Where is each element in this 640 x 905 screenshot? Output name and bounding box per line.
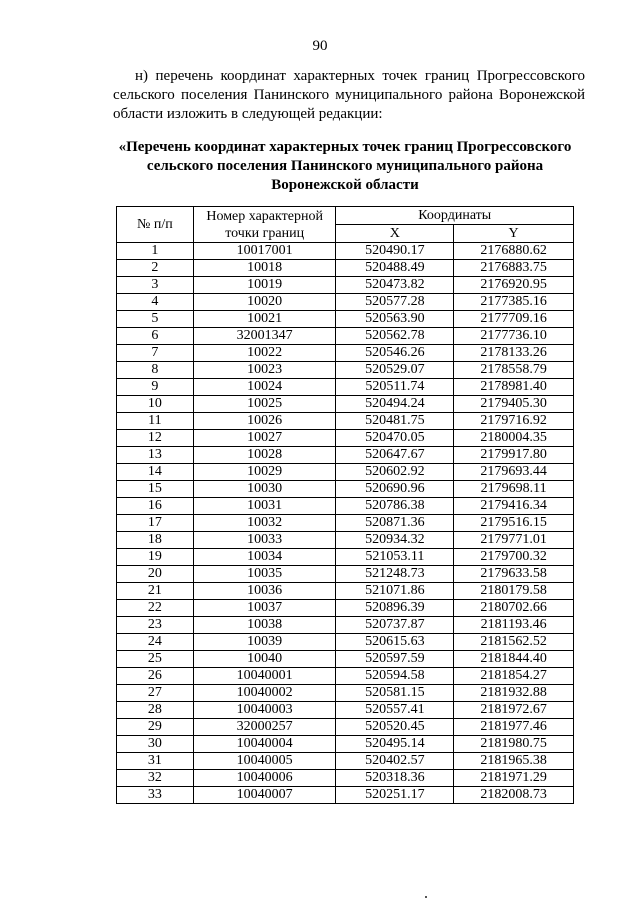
cell-number: 33 — [117, 787, 194, 804]
table-row — [117, 481, 574, 498]
cell-number: 23 — [117, 617, 194, 634]
cell-y: 2179416.34 — [454, 498, 574, 515]
cell-y: 2180004.35 — [454, 430, 574, 447]
cell-number: 16 — [117, 498, 194, 515]
cell-point-number: 10022 — [193, 345, 336, 362]
table-row — [117, 396, 574, 413]
cell-point-number: 10019 — [193, 277, 336, 294]
cell-y: 2181977.46 — [454, 719, 574, 736]
cell-number: 31 — [117, 753, 194, 770]
cell-number: 8 — [117, 362, 194, 379]
cell-point-number: 10017001 — [193, 243, 336, 260]
cell-point-number: 10040001 — [193, 668, 336, 685]
cell-x: 520737.87 — [336, 617, 454, 634]
scan-speck — [425, 896, 427, 898]
table-row — [117, 498, 574, 515]
header-coordinates: Координаты — [336, 207, 574, 225]
cell-number: 1 — [117, 243, 194, 260]
table-row — [117, 532, 574, 549]
cell-y: 2182008.73 — [454, 787, 574, 804]
cell-y: 2181980.75 — [454, 736, 574, 753]
cell-y: 2178133.26 — [454, 345, 574, 362]
cell-x: 520602.92 — [336, 464, 454, 481]
cell-number: 13 — [117, 447, 194, 464]
cell-y: 2181932.88 — [454, 685, 574, 702]
table-row — [117, 362, 574, 379]
cell-x: 520562.78 — [336, 328, 454, 345]
cell-point-number: 10040 — [193, 651, 336, 668]
table-row — [117, 600, 574, 617]
cell-point-number: 10040006 — [193, 770, 336, 787]
cell-x: 521053.11 — [336, 549, 454, 566]
cell-y: 2179405.30 — [454, 396, 574, 413]
table-row — [117, 277, 574, 294]
table-row — [117, 515, 574, 532]
cell-y: 2180179.58 — [454, 583, 574, 600]
cell-x: 520495.14 — [336, 736, 454, 753]
header-x: X — [336, 225, 454, 243]
cell-point-number: 10020 — [193, 294, 336, 311]
table-row — [117, 753, 574, 770]
cell-point-number: 10038 — [193, 617, 336, 634]
cell-number: 6 — [117, 328, 194, 345]
cell-x: 520481.75 — [336, 413, 454, 430]
cell-number: 25 — [117, 651, 194, 668]
cell-number: 5 — [117, 311, 194, 328]
cell-y: 2176920.95 — [454, 277, 574, 294]
cell-point-number: 10024 — [193, 379, 336, 396]
cell-y: 2181193.46 — [454, 617, 574, 634]
cell-point-number: 10032 — [193, 515, 336, 532]
cell-point-number: 10027 — [193, 430, 336, 447]
table-row — [117, 736, 574, 753]
cell-number: 20 — [117, 566, 194, 583]
cell-x: 520546.26 — [336, 345, 454, 362]
cell-point-number: 10028 — [193, 447, 336, 464]
table-row — [117, 379, 574, 396]
cell-x: 520557.41 — [336, 702, 454, 719]
table-row — [117, 787, 574, 804]
cell-y: 2179700.32 — [454, 549, 574, 566]
cell-number: 10 — [117, 396, 194, 413]
cell-x: 520597.59 — [336, 651, 454, 668]
cell-point-number: 10035 — [193, 566, 336, 583]
cell-number: 19 — [117, 549, 194, 566]
table-row — [117, 294, 574, 311]
intro-paragraph: н) перечень координат характерных точек границ Прогрессовского сельского поселения Панинского муниципального района Воронежской области изложить в следующей редакции: — [113, 68, 585, 122]
cell-y: 2181854.27 — [454, 668, 574, 685]
cell-number: 15 — [117, 481, 194, 498]
cell-number: 12 — [117, 430, 194, 447]
table-row — [117, 430, 574, 447]
table-row — [117, 634, 574, 651]
cell-number: 27 — [117, 685, 194, 702]
cell-y: 2181844.40 — [454, 651, 574, 668]
cell-point-number: 10040004 — [193, 736, 336, 753]
cell-y: 2179771.01 — [454, 532, 574, 549]
cell-y: 2177709.16 — [454, 311, 574, 328]
cell-x: 520490.17 — [336, 243, 454, 260]
cell-point-number: 10040005 — [193, 753, 336, 770]
cell-y: 2181972.67 — [454, 702, 574, 719]
cell-x: 520529.07 — [336, 362, 454, 379]
cell-point-number: 10040002 — [193, 685, 336, 702]
table-row — [117, 447, 574, 464]
cell-y: 2181965.38 — [454, 753, 574, 770]
cell-x: 521071.86 — [336, 583, 454, 600]
cell-x: 520786.38 — [336, 498, 454, 515]
cell-number: 21 — [117, 583, 194, 600]
table-row — [117, 328, 574, 345]
cell-number: 24 — [117, 634, 194, 651]
cell-x: 520511.74 — [336, 379, 454, 396]
cell-x: 520494.24 — [336, 396, 454, 413]
cell-x: 520594.58 — [336, 668, 454, 685]
cell-point-number: 32001347 — [193, 328, 336, 345]
cell-x: 520871.36 — [336, 515, 454, 532]
cell-x: 520488.49 — [336, 260, 454, 277]
cell-point-number: 10039 — [193, 634, 336, 651]
table-row — [117, 583, 574, 600]
cell-y: 2177385.16 — [454, 294, 574, 311]
cell-y: 2178558.79 — [454, 362, 574, 379]
cell-point-number: 10034 — [193, 549, 336, 566]
cell-x: 520615.63 — [336, 634, 454, 651]
table-row — [117, 260, 574, 277]
table-row — [117, 549, 574, 566]
cell-number: 2 — [117, 260, 194, 277]
table-body — [117, 243, 574, 804]
cell-point-number: 10040003 — [193, 702, 336, 719]
cell-number: 3 — [117, 277, 194, 294]
cell-y: 2177736.10 — [454, 328, 574, 345]
cell-x: 520473.82 — [336, 277, 454, 294]
table-row — [117, 566, 574, 583]
cell-point-number: 10021 — [193, 311, 336, 328]
cell-number: 32 — [117, 770, 194, 787]
cell-x: 520402.57 — [336, 753, 454, 770]
cell-point-number: 10030 — [193, 481, 336, 498]
cell-x: 520690.96 — [336, 481, 454, 498]
cell-x: 520520.45 — [336, 719, 454, 736]
cell-point-number: 10031 — [193, 498, 336, 515]
cell-number: 17 — [117, 515, 194, 532]
cell-x: 520577.28 — [336, 294, 454, 311]
table-row — [117, 464, 574, 481]
cell-number: 9 — [117, 379, 194, 396]
cell-number: 30 — [117, 736, 194, 753]
table-row — [117, 345, 574, 362]
table-row — [117, 617, 574, 634]
cell-number: 7 — [117, 345, 194, 362]
table-row — [117, 243, 574, 260]
table-row — [117, 651, 574, 668]
cell-number: 11 — [117, 413, 194, 430]
coordinates-table — [116, 206, 574, 804]
cell-y: 2176880.62 — [454, 243, 574, 260]
cell-y: 2180702.66 — [454, 600, 574, 617]
table-row — [117, 719, 574, 736]
table-row — [117, 311, 574, 328]
cell-y: 2176883.75 — [454, 260, 574, 277]
cell-point-number: 10026 — [193, 413, 336, 430]
cell-x: 520318.36 — [336, 770, 454, 787]
cell-y: 2179917.80 — [454, 447, 574, 464]
cell-point-number: 10029 — [193, 464, 336, 481]
cell-x: 520251.17 — [336, 787, 454, 804]
header-number: № п/п — [117, 207, 194, 243]
cell-number: 28 — [117, 702, 194, 719]
cell-x: 520563.90 — [336, 311, 454, 328]
header-point-number: Номер характерной точки границ — [193, 207, 336, 243]
cell-x: 520470.05 — [336, 430, 454, 447]
cell-number: 26 — [117, 668, 194, 685]
cell-y: 2179716.92 — [454, 413, 574, 430]
cell-x: 520581.15 — [336, 685, 454, 702]
cell-number: 4 — [117, 294, 194, 311]
cell-y: 2181562.52 — [454, 634, 574, 651]
cell-y: 2179516.15 — [454, 515, 574, 532]
cell-y: 2179633.58 — [454, 566, 574, 583]
cell-point-number: 32000257 — [193, 719, 336, 736]
cell-y: 2178981.40 — [454, 379, 574, 396]
cell-y: 2179698.11 — [454, 481, 574, 498]
cell-point-number: 10018 — [193, 260, 336, 277]
cell-x: 521248.73 — [336, 566, 454, 583]
table-title: «Перечень координат характерных точек границ Прогрессовского сельского поселения Панинского муниципального района Воронежской области — [118, 139, 572, 193]
cell-x: 520934.32 — [336, 532, 454, 549]
header-y: Y — [454, 225, 574, 243]
cell-point-number: 10037 — [193, 600, 336, 617]
cell-point-number: 10040007 — [193, 787, 336, 804]
cell-point-number: 10025 — [193, 396, 336, 413]
table-row — [117, 413, 574, 430]
cell-y: 2181971.29 — [454, 770, 574, 787]
table-row — [117, 770, 574, 787]
cell-point-number: 10036 — [193, 583, 336, 600]
cell-number: 18 — [117, 532, 194, 549]
table-header — [117, 207, 574, 243]
table-row — [117, 685, 574, 702]
cell-number: 29 — [117, 719, 194, 736]
cell-y: 2179693.44 — [454, 464, 574, 481]
cell-x: 520896.39 — [336, 600, 454, 617]
cell-number: 22 — [117, 600, 194, 617]
page-number: 90 — [312, 38, 328, 54]
cell-x: 520647.67 — [336, 447, 454, 464]
cell-number: 14 — [117, 464, 194, 481]
cell-point-number: 10033 — [193, 532, 336, 549]
table-row — [117, 702, 574, 719]
cell-point-number: 10023 — [193, 362, 336, 379]
table-row — [117, 668, 574, 685]
